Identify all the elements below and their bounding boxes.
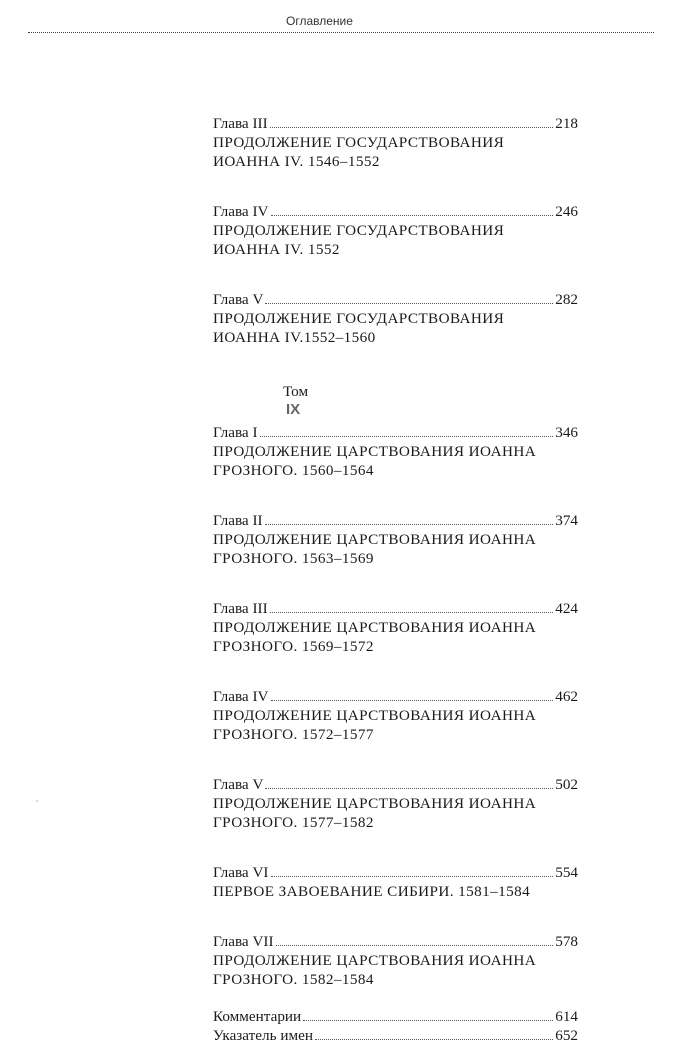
toc-entry-line [213, 775, 578, 794]
chapter-title-line: ПРОДОЛЖЕНИЕ ЦАРСТВОВАНИЯ ИОАННА [213, 795, 537, 812]
chapter-title-line: ПРОДОЛЖЕНИЕ ЦАРСТВОВАНИЯ ИОАННА [213, 443, 537, 460]
page-number: 282 [555, 291, 578, 308]
dot-leader [265, 787, 553, 789]
dot-leader [271, 699, 554, 701]
toc-entry-line [213, 687, 578, 706]
toc-back-matter [213, 1007, 578, 1045]
chapter-label: Глава IV [213, 688, 269, 705]
entry-spacer [213, 568, 578, 599]
page-number: 218 [555, 115, 578, 132]
dot-leader [276, 944, 554, 946]
chapter-label: Глава II [213, 512, 263, 529]
chapter-title-line: ГРОЗНОГО. 1582–1584 [213, 971, 374, 988]
chapter-title-line: ПРОДОЛЖЕНИЕ ЦАРСТВОВАНИЯ ИОАННА [213, 619, 537, 636]
page-number: 246 [555, 203, 578, 220]
chapter-title-line: ПРОДОЛЖЕНИЕ ГОСУДАРСТВОВАНИЯ [213, 134, 505, 151]
toc-entry-line [213, 932, 578, 951]
volume-word: Том [283, 383, 309, 400]
dot-leader [270, 611, 554, 613]
header-title: Оглавление [286, 14, 353, 28]
page-number: 424 [555, 600, 578, 617]
chapter-label: Глава IV [213, 203, 269, 220]
toc-entry[interactable] [213, 1026, 578, 1045]
chapter-title-line: ПРОДОЛЖЕНИЕ ЦАРСТВОВАНИЯ ИОАННА [213, 531, 537, 548]
chapter-title-line: ПЕРВОЕ ЗАВОЕВАНИЕ СИБИРИ. 1581–1584 [213, 883, 531, 900]
chapter-title-line: ГРОЗНОГО. 1572–1577 [213, 726, 374, 743]
chapter-label: Комментарии [213, 1008, 302, 1025]
page-number: 652 [555, 1027, 578, 1044]
header-dotted-rule [28, 32, 654, 33]
volume-number: IX [286, 401, 301, 418]
dot-leader [260, 435, 554, 437]
entry-spacer [213, 480, 578, 511]
page-number: 614 [555, 1008, 578, 1025]
toc-group-volume-9 [213, 423, 578, 989]
toc-entry-line [213, 114, 578, 133]
chapter-label: Глава V [213, 776, 264, 793]
toc-entry[interactable] [213, 687, 578, 744]
page-speck [36, 800, 38, 802]
dot-leader [265, 302, 553, 304]
toc-entry[interactable] [213, 511, 578, 568]
chapter-title-line: ИОАННА IV. 1546–1552 [213, 153, 380, 170]
chapter-title-line: ГРОЗНОГО. 1560–1564 [213, 462, 374, 479]
toc-entry[interactable] [213, 423, 578, 480]
table-of-contents [213, 114, 578, 1045]
toc-entry-line [213, 511, 578, 530]
dot-leader [303, 1019, 553, 1021]
running-header [28, 14, 654, 40]
toc-entry-line [213, 1007, 578, 1026]
toc-entry-line [213, 1026, 578, 1045]
toc-entry-line [213, 290, 578, 309]
toc-entry-line [213, 599, 578, 618]
toc-entry[interactable] [213, 863, 578, 901]
toc-entry[interactable] [213, 114, 578, 171]
chapter-label: Глава III [213, 600, 268, 617]
page-number: 346 [555, 424, 578, 441]
chapter-label: Глава VII [213, 933, 274, 950]
entry-spacer [213, 744, 578, 775]
chapter-title-line: ПРОДОЛЖЕНИЕ ГОСУДАРСТВОВАНИЯ [213, 222, 505, 239]
dot-leader [315, 1038, 553, 1040]
toc-entry[interactable] [213, 1007, 578, 1026]
chapter-label: Глава VI [213, 864, 269, 881]
page-number: 578 [555, 933, 578, 950]
toc-entry[interactable] [213, 932, 578, 989]
page-number: 462 [555, 688, 578, 705]
dot-leader [265, 523, 554, 525]
dot-leader [270, 126, 554, 128]
toc-entry[interactable] [213, 775, 578, 832]
toc-entry[interactable] [213, 202, 578, 259]
chapter-title-line: ПРОДОЛЖЕНИЕ ГОСУДАРСТВОВАНИЯ [213, 310, 505, 327]
entry-spacer [213, 656, 578, 687]
toc-entry[interactable] [213, 290, 578, 347]
entry-spacer [213, 901, 578, 932]
toc-entry[interactable] [213, 599, 578, 656]
chapter-title-line: ГРОЗНОГО. 1577–1582 [213, 814, 374, 831]
toc-group-volume-8 [213, 114, 578, 347]
toc-entry-line [213, 423, 578, 442]
chapter-title-line: ПРОДОЛЖЕНИЕ ЦАРСТВОВАНИЯ ИОАННА [213, 952, 537, 969]
chapter-label: Глава I [213, 424, 258, 441]
chapter-title-line: ИОАННА IV.1552–1560 [213, 329, 376, 346]
entry-spacer [213, 171, 578, 202]
volume-heading [283, 383, 578, 423]
chapter-label: Глава III [213, 115, 268, 132]
chapter-title-line: ИОАННА IV. 1552 [213, 241, 340, 258]
chapter-label: Глава V [213, 291, 264, 308]
dot-leader [271, 214, 554, 216]
toc-entry-line [213, 202, 578, 221]
page-number: 554 [555, 864, 578, 881]
toc-entry-line [213, 863, 578, 882]
chapter-title-line: ГРОЗНОГО. 1563–1569 [213, 550, 374, 567]
dot-leader [271, 875, 554, 877]
entry-spacer [213, 832, 578, 863]
page-number: 502 [555, 776, 578, 793]
page-number: 374 [555, 512, 578, 529]
chapter-label: Указатель имен [213, 1027, 313, 1044]
chapter-title-line: ГРОЗНОГО. 1569–1572 [213, 638, 374, 655]
entry-spacer [213, 259, 578, 290]
chapter-title-line: ПРОДОЛЖЕНИЕ ЦАРСТВОВАНИЯ ИОАННА [213, 707, 537, 724]
